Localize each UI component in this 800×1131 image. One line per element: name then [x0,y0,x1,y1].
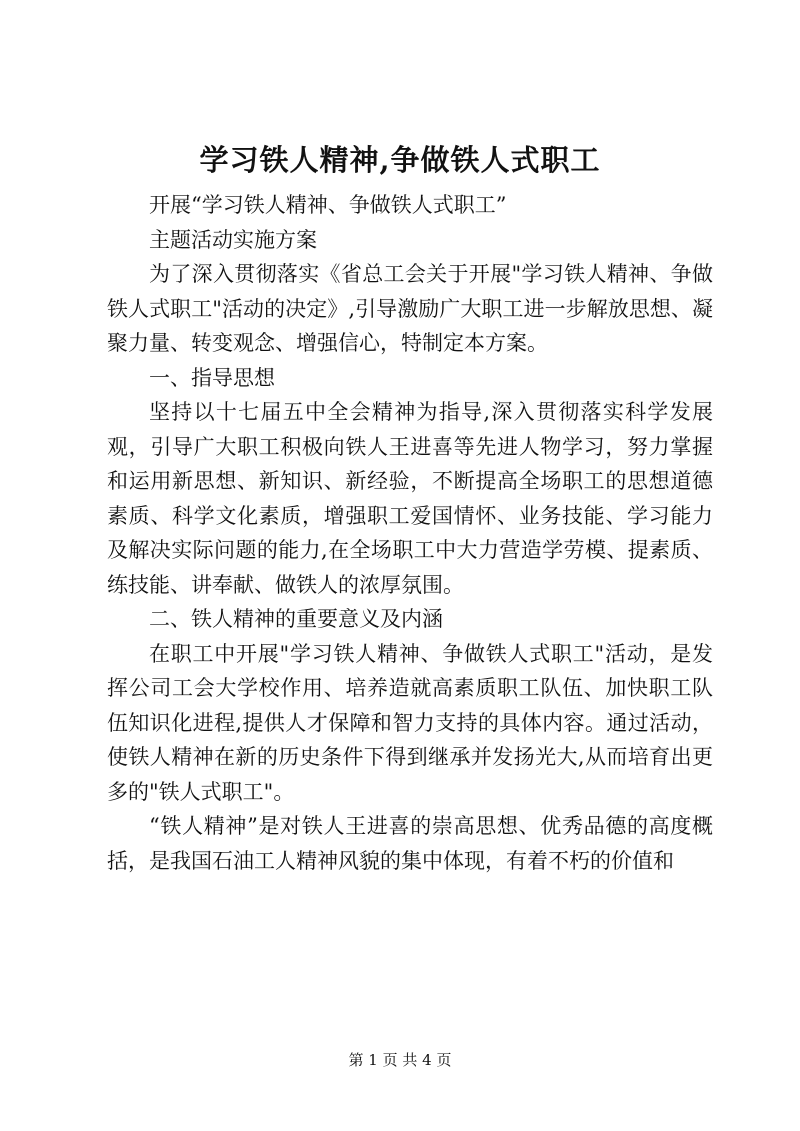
document-title: 学习铁人精神,争做铁人式职工 [199,143,601,177]
document-body [107,188,713,878]
paragraph-significance: 在职工中开展"学习铁人精神、争做铁人式职工"活动，是发挥公司工会大学校作用、培养造就高素质职工队伍、加快职工队伍知识化进程,提供人才保障和智力支持的具体内容。通过活动，使铁人精神在新的历史条件下得到继承并发扬光大,从而培育出更多的"铁人式职工"。 [107,641,713,804]
paragraph-intro: 为了深入贯彻落实《省总工会关于开展"学习铁人精神、争做铁人式职工"活动的决定》,引导激励广大职工进一步解放思想、凝聚力量、转变观念、增强信心，特制定本方案。 [107,262,713,355]
paragraph-guiding-ideology: 坚持以十七届五中全会精神为指导,深入贯彻落实科学发展观，引导广大职工积极向铁人王进喜等先进人物学习，努力掌握和运用新思想、新知识、新经验，不断提高全场职工的思想道德素质、科学文化素质，增强职工爱国情怀、业务技能、学习能力及解决实际问题的能力,在全场职工中大力营造学劳模、提素质、练技能、讲奉献、做铁人的浓厚氛围。 [107,400,713,597]
paragraph-iron-man-spirit: “铁人精神”是对铁人王进喜的崇高思想、优秀品德的高度概括，是我国石油工人精神风貌的集中体现，有着不朽的价值和 [107,814,713,873]
paragraph-activity-heading: 开展“学习铁人精神、争做铁人式职工” [149,193,507,217]
paragraph-plan-subtitle: 主题活动实施方案 [149,227,317,252]
section-heading-guiding-ideology: 一、指导思想 [149,365,275,390]
page-footer: 第 1 页 共 4 页 [348,1051,452,1069]
section-heading-significance: 二、铁人精神的重要意义及内涵 [149,607,443,631]
